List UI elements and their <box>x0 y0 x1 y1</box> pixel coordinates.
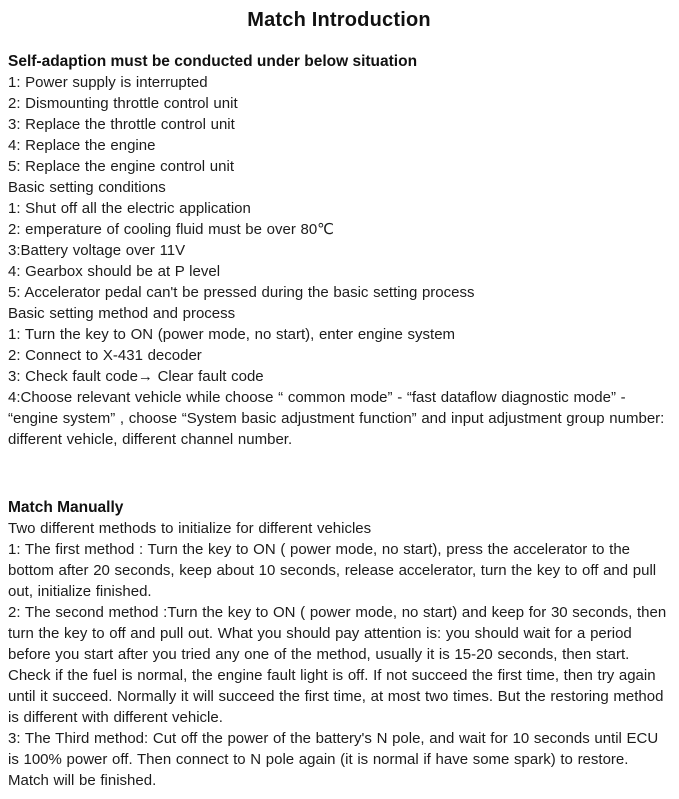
text-line: 3:Battery voltage over 11V <box>8 242 186 259</box>
text-line: 3: Replace the throttle control unit <box>8 116 235 133</box>
text-line: 1: The first method : Turn the key to ON ( power mode, no start), press the accelerator to the bottom after 20 seconds, keep about 10 seconds, release accelerator, turn the key to off and pull out, initialize finished. <box>8 541 657 600</box>
text-line: Two different methods to initialize for different vehicles <box>8 520 372 537</box>
text-line: 1: Power supply is interrupted <box>8 74 208 91</box>
section-heading: Match Manually <box>8 499 124 516</box>
text-line: 3: The Third method: Cut off the power of the battery's N pole, and wait for 10 seconds until ECU is 100% power off. Then connect to N pole again (it is normal if have some spark) to restore. Match will be finished. <box>8 730 659 789</box>
section-self-adaption <box>8 51 670 450</box>
text-line: 2: Connect to X-431 decoder <box>8 347 202 364</box>
section-match-manually <box>8 497 670 791</box>
text-line: 1: Shut off all the electric application <box>8 200 251 217</box>
text-line: 4: Gearbox should be at P level <box>8 263 221 280</box>
text-line: 4:Choose relevant vehicle while choose “ common mode” - “fast dataflow diagnostic mode” - “engine system” , choose “System basic adjustment function” and input adjustment group number: different vehicle, different channel number. <box>8 389 665 448</box>
text-line: 3: Check fault code→ Clear fault code <box>8 368 264 385</box>
text-line: Basic setting method and process <box>8 305 236 322</box>
text-line: 2: The second method :Turn the key to ON ( power mode, no start) and keep for 30 seconds, then turn the key to off and pull out. What you should pay attention is: you should wait for a period before you start after you tried any one of the method, usually it is 15-20 seconds, then start. Check if the fuel is normal, the engine fault light is off. If not succeed the first time, then try again until it succeed. Normally it will succeed the first time, at most two times. But the restoring method is different with different vehicle. <box>8 604 667 726</box>
text-line: 4: Replace the engine <box>8 137 156 154</box>
section-lines <box>8 72 670 450</box>
section-lines <box>8 518 670 791</box>
text-line: 5: Replace the engine control unit <box>8 158 234 175</box>
text-line: Basic setting conditions <box>8 179 166 196</box>
text-line: 2: emperature of cooling fluid must be over 80℃ <box>8 221 335 238</box>
text-line: 1: Turn the key to ON (power mode, no start), enter engine system <box>8 326 456 343</box>
section-heading: Self-adaption must be conducted under below situation <box>8 53 418 70</box>
text-line: 2: Dismounting throttle control unit <box>8 95 238 112</box>
page-title: Match Introduction <box>247 9 431 31</box>
text-line: 5: Accelerator pedal can't be pressed during the basic setting process <box>8 284 475 301</box>
